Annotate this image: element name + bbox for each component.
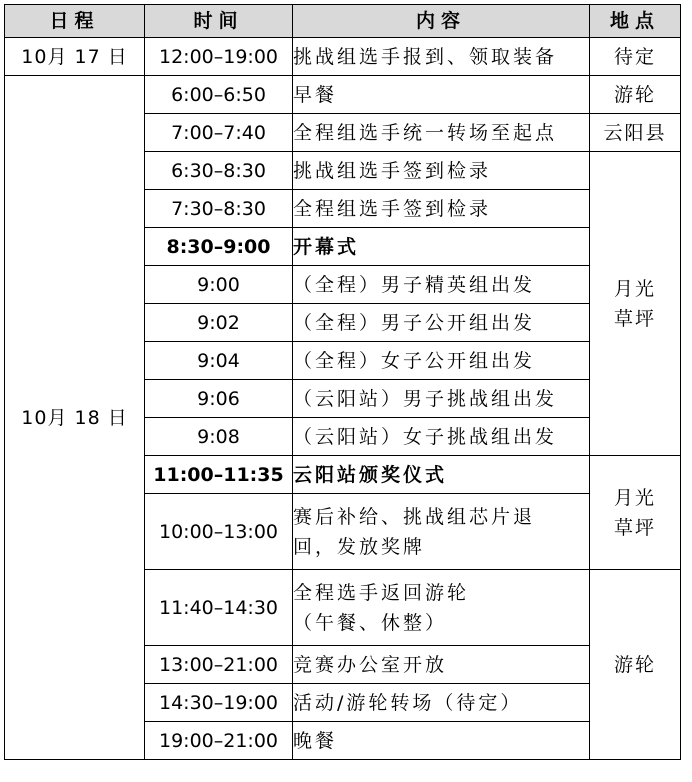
table-row bbox=[5, 76, 681, 114]
date-cell: 10月 18 日 bbox=[5, 76, 145, 760]
content-cell: 晚餐 bbox=[293, 722, 590, 760]
content-cell: 挑战组选手签到检录 bbox=[293, 152, 590, 190]
header-date: 日程 bbox=[5, 5, 145, 38]
place-cell: 待定 bbox=[590, 38, 681, 76]
time-cell: 8:30–9:00 bbox=[145, 228, 293, 266]
content-cell: 开幕式 bbox=[293, 228, 590, 266]
time-cell: 6:30–8:30 bbox=[145, 152, 293, 190]
place-line: 月光 bbox=[613, 277, 656, 300]
content-cell bbox=[293, 494, 590, 570]
content-cell: （全程）男子公开组出发 bbox=[293, 304, 590, 342]
time-cell: 7:00–7:40 bbox=[145, 114, 293, 152]
place-cell: 游轮 bbox=[590, 570, 681, 760]
time-cell: 7:30–8:30 bbox=[145, 190, 293, 228]
content-line: （午餐、休整） bbox=[293, 611, 448, 634]
header-content: 内容 bbox=[293, 5, 590, 38]
place-cell: 云阳县 bbox=[590, 114, 681, 152]
place-line: 草坪 bbox=[613, 307, 656, 330]
table-row bbox=[5, 38, 681, 76]
time-cell: 9:00 bbox=[145, 266, 293, 304]
content-cell: 竞赛办公室开放 bbox=[293, 646, 590, 684]
time-cell: 9:06 bbox=[145, 380, 293, 418]
place-cell bbox=[590, 152, 681, 456]
content-cell: 挑战组选手报到、领取装备 bbox=[293, 38, 590, 76]
header-row bbox=[5, 5, 681, 38]
time-cell: 9:08 bbox=[145, 418, 293, 456]
content-cell: （全程）女子公开组出发 bbox=[293, 342, 590, 380]
header-place: 地点 bbox=[590, 5, 681, 38]
time-cell: 9:04 bbox=[145, 342, 293, 380]
place-line: 月光 bbox=[613, 486, 656, 509]
time-cell: 11:00–11:35 bbox=[145, 456, 293, 494]
time-cell: 13:00–21:00 bbox=[145, 646, 293, 684]
time-cell: 11:40–14:30 bbox=[145, 570, 293, 646]
content-cell: 全程组选手统一转场至起点 bbox=[293, 114, 590, 152]
content-cell bbox=[293, 570, 590, 646]
content-cell: 活动/游轮转场（待定） bbox=[293, 684, 590, 722]
content-cell: 全程组选手签到检录 bbox=[293, 190, 590, 228]
date-cell: 10月 17 日 bbox=[5, 38, 145, 76]
place-cell: 游轮 bbox=[590, 76, 681, 114]
content-cell: 早餐 bbox=[293, 76, 590, 114]
place-cell bbox=[590, 456, 681, 570]
content-cell: （云阳站）女子挑战组出发 bbox=[293, 418, 590, 456]
place-line: 草坪 bbox=[613, 516, 656, 539]
time-cell: 9:02 bbox=[145, 304, 293, 342]
time-cell: 12:00–19:00 bbox=[145, 38, 293, 76]
schedule-table bbox=[4, 4, 681, 760]
time-cell: 14:30–19:00 bbox=[145, 684, 293, 722]
time-cell: 10:00–13:00 bbox=[145, 494, 293, 570]
time-cell: 6:00–6:50 bbox=[145, 76, 293, 114]
content-line: 赛后补给、挑战组芯片退 bbox=[293, 505, 536, 528]
header-time: 时间 bbox=[145, 5, 293, 38]
content-line: 全程选手返回游轮 bbox=[293, 581, 470, 604]
content-cell: 云阳站颁奖仪式 bbox=[293, 456, 590, 494]
content-line: 回，发放奖牌 bbox=[293, 535, 426, 558]
content-cell: （全程）男子精英组出发 bbox=[293, 266, 590, 304]
content-cell: （云阳站）男子挑战组出发 bbox=[293, 380, 590, 418]
time-cell: 19:00–21:00 bbox=[145, 722, 293, 760]
